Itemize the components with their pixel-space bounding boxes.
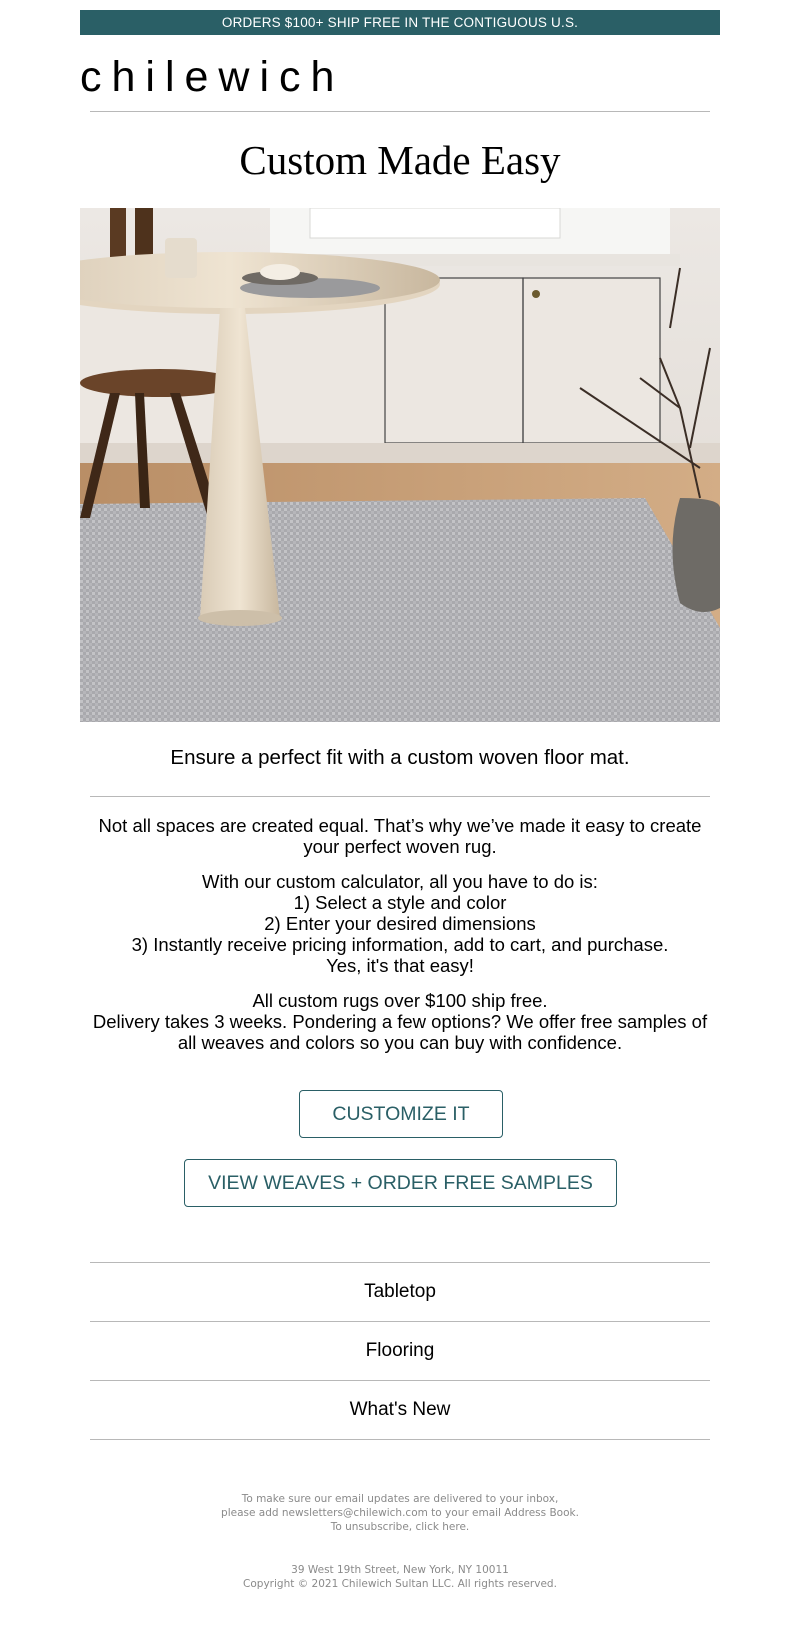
shipping-line: Delivery takes 3 weeks. Pondering a few options? We offer free samples of all weaves and colors so you can buy with confidence. (92, 1011, 708, 1053)
steps-line: With our custom calculator, all you have to do is: (202, 871, 598, 892)
steps-line: 2) Enter your desired dimensions (264, 913, 536, 934)
unsubscribe-link[interactable]: To unsubscribe, click here. (330, 1521, 470, 1533)
nav-link-flooring[interactable]: Flooring (365, 1340, 435, 1361)
page-title: Custom Made Easy (239, 137, 561, 183)
divider (90, 111, 710, 112)
subheadline: Ensure a perfect fit with a custom woven floor mat. (170, 746, 630, 769)
shipping-paragraph (90, 990, 710, 1053)
steps-paragraph (90, 871, 710, 976)
customize-it-button[interactable]: CUSTOMIZE IT (299, 1090, 503, 1138)
brand-logo[interactable]: chilewich (80, 53, 345, 101)
hero-image[interactable] (80, 208, 720, 722)
intro-paragraph: Not all spaces are created equal. That’s why we’ve made it easy to create your perfect woven rug. (98, 815, 702, 857)
hero-photo-icon (80, 208, 720, 722)
nav-link-whats-new[interactable]: What's New (349, 1399, 451, 1420)
footer-address (90, 1563, 710, 1591)
footer-line: To make sure our email updates are delivered to your inbox, (241, 1493, 559, 1505)
steps-line: Yes, it's that easy! (326, 955, 474, 976)
divider (90, 796, 710, 797)
steps-line: 3) Instantly receive pricing information, add to cart, and purchase. (131, 934, 669, 955)
footer-line: Copyright © 2021 Chilewich Sultan LLC. All rights reserved. (243, 1578, 557, 1590)
shipping-line: All custom rugs over $100 ship free. (252, 990, 548, 1011)
view-weaves-samples-button[interactable]: VIEW WEAVES + ORDER FREE SAMPLES (184, 1159, 617, 1207)
footer-line: please add newsletters@chilewich.com to your email Address Book. (221, 1507, 579, 1519)
nav-link-tabletop[interactable]: Tabletop (364, 1281, 436, 1302)
steps-line: 1) Select a style and color (293, 892, 507, 913)
shipping-banner: ORDERS $100+ SHIP FREE IN THE CONTIGUOUS U.S. (80, 10, 720, 35)
footer-line: 39 West 19th Street, New York, NY 10011 (291, 1564, 509, 1576)
divider (90, 1439, 710, 1440)
footer-notice (90, 1492, 710, 1534)
